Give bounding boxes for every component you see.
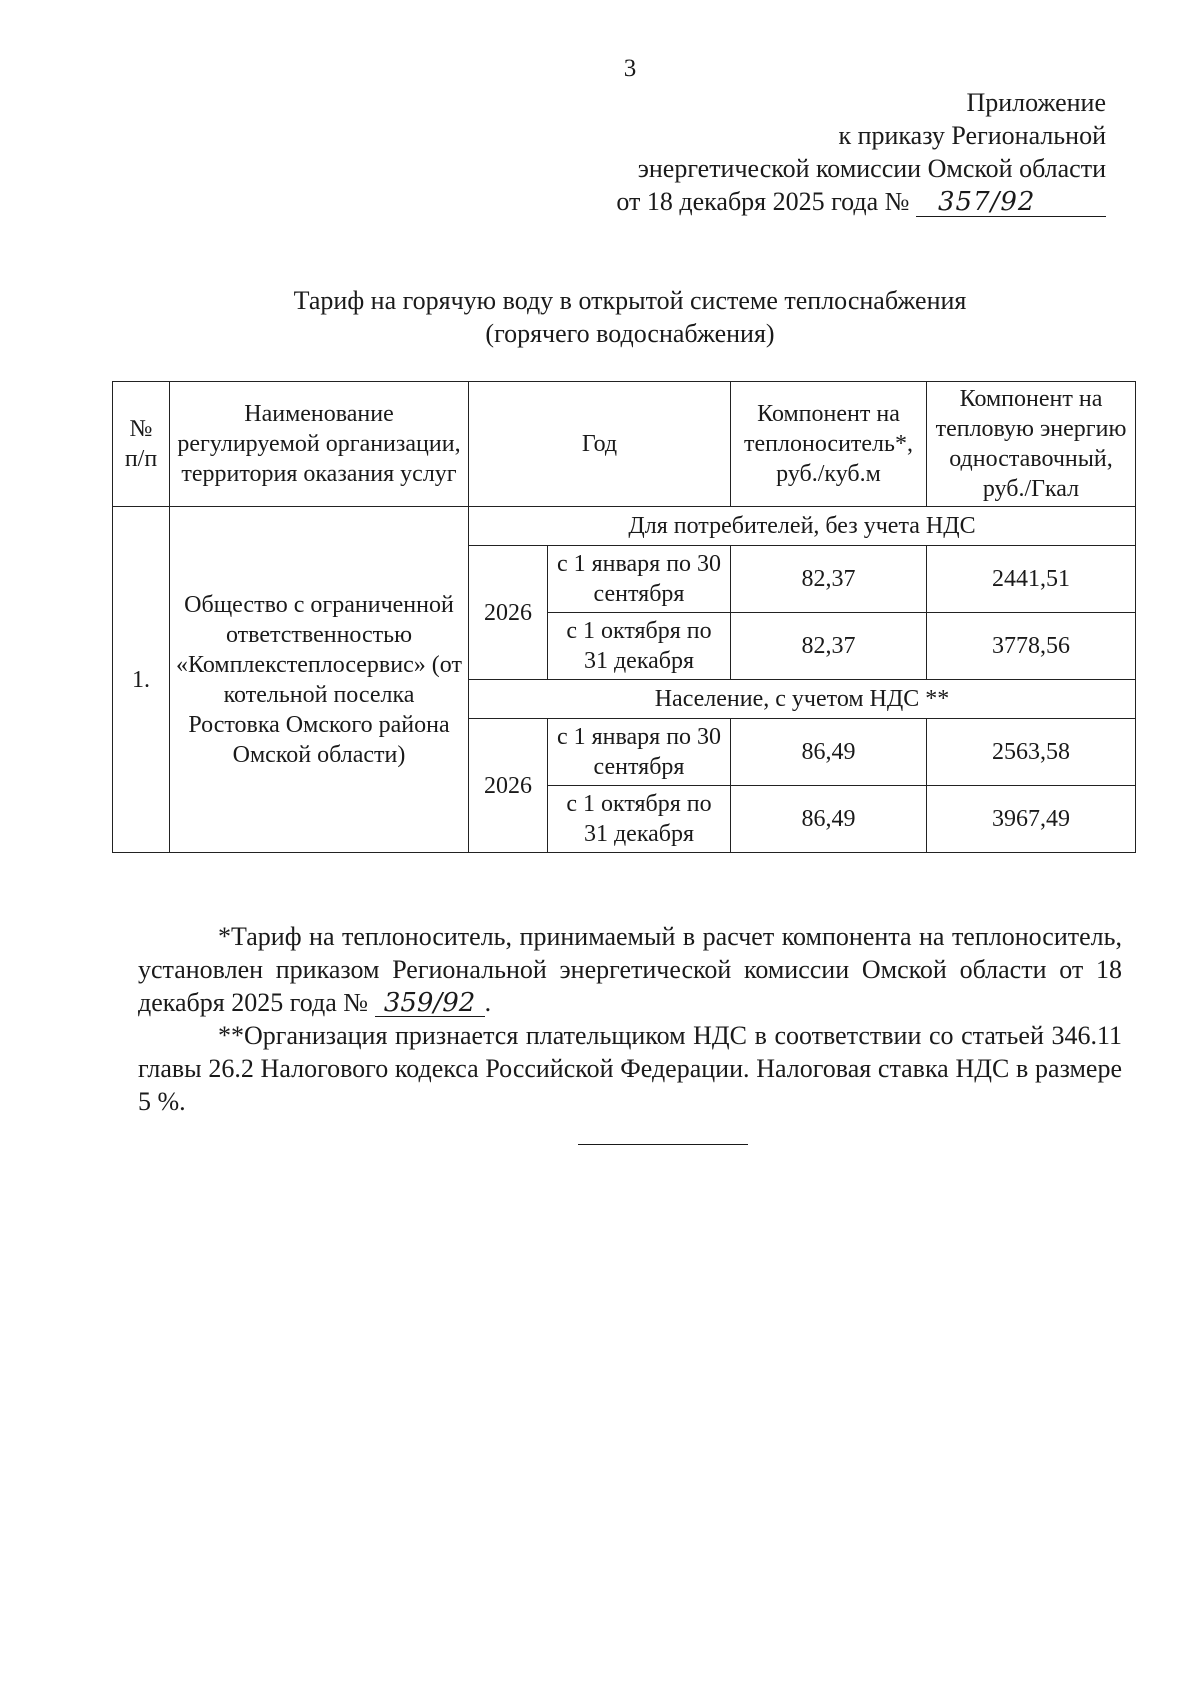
- section-label: Для потребителей, без учета НДС: [469, 507, 1136, 546]
- organization-name: Общество с ограниченной ответственностью «Комплекстеплосервис» (от котельной поселка Ростовка Омского района Омской области): [170, 507, 469, 853]
- footnote-1-end: .: [484, 988, 492, 1017]
- header-carrier: Компонент на теплоноситель*, руб./куб.м: [731, 382, 927, 507]
- carrier-value: 82,37: [731, 546, 927, 613]
- end-divider: [578, 1144, 748, 1145]
- title-line-1: Тариф на горячую воду в открытой системе теплоснабжения: [293, 286, 967, 315]
- period-cell: с 1 января по 30 сентября: [548, 546, 731, 613]
- heat-value: 3778,56: [927, 613, 1136, 680]
- tariff-table: [112, 381, 1136, 853]
- page-number: 3: [623, 55, 637, 82]
- heat-value: 3967,49: [927, 786, 1136, 853]
- order-date: от 18 декабря 2025 года №: [616, 187, 910, 216]
- heat-value: 2563,58: [927, 719, 1136, 786]
- row-number: 1.: [113, 507, 170, 853]
- appendix-header: [616, 86, 1106, 218]
- footnote-1-text: *Тариф на теплоноситель, принимаемый в расчет компонента на теплоноситель, установлен приказом Региональной энергетической комиссии Омской области от 18 декабря 2025 года №: [138, 922, 1122, 1017]
- footnote-order-number-handwritten: 359/92: [375, 990, 485, 1017]
- document-title: [0, 284, 1200, 350]
- table-header-row: [113, 382, 1136, 507]
- appendix-line-4: [616, 185, 1106, 218]
- period-cell: с 1 октября по 31 декабря: [548, 786, 731, 853]
- section-label: Население, с учетом НДС **: [469, 680, 1136, 719]
- header-num: № п/п: [113, 382, 170, 507]
- carrier-value: 82,37: [731, 613, 927, 680]
- header-org: Наименование регулируемой организации, территория оказания услуг: [170, 382, 469, 507]
- header-year: Год: [469, 382, 731, 507]
- appendix-line-3: энергетической комиссии Омской области: [637, 154, 1106, 183]
- order-number-handwritten: 357/92: [916, 188, 1106, 217]
- section-row: [113, 507, 1136, 546]
- footnote-1: [138, 920, 1122, 1019]
- appendix-line-2: к приказу Региональной: [838, 121, 1106, 150]
- period-cell: с 1 января по 30 сентября: [548, 719, 731, 786]
- heat-value: 2441,51: [927, 546, 1136, 613]
- year-cell: 2026: [469, 546, 548, 680]
- footnote-2: **Организация признается плательщиком НДС в соответствии со статьей 346.11 главы 26.2 Налогового кодекса Российской Федерации. Налоговая ставка НДС в размере 5 %.: [138, 1021, 1122, 1116]
- appendix-line-1: Приложение: [966, 88, 1106, 117]
- carrier-value: 86,49: [731, 786, 927, 853]
- period-cell: с 1 октября по 31 декабря: [548, 613, 731, 680]
- title-line-2: (горячего водоснабжения): [485, 319, 775, 348]
- year-cell: 2026: [469, 719, 548, 853]
- carrier-value: 86,49: [731, 719, 927, 786]
- footnotes: [138, 920, 1122, 1118]
- header-heat: Компонент на тепловую энергию одноставочный, руб./Гкал: [927, 382, 1136, 507]
